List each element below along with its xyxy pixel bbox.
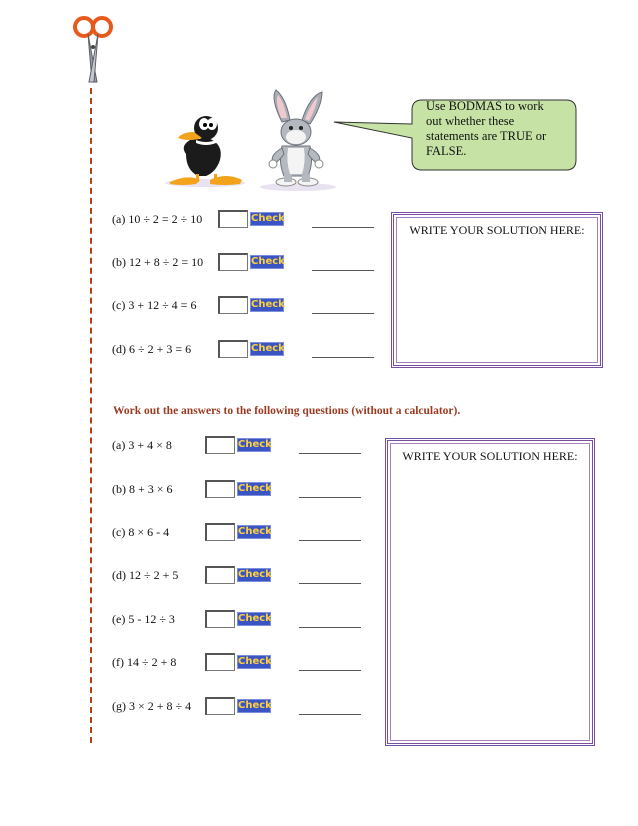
result-line [299,540,361,541]
result-line [299,627,361,628]
answer-input[interactable] [205,697,235,715]
result-line [312,313,374,314]
question-label: (f) 14 ÷ 2 + 8 [112,655,177,669]
check-button[interactable]: Check [238,613,272,624]
check-button[interactable]: Check [238,569,272,580]
check-button[interactable]: Check [251,256,285,267]
answer-input[interactable] [218,340,248,358]
solution-title: WRITE YOUR SOLUTION HERE: [409,223,585,237]
question-label: (g) 3 × 2 + 8 ÷ 4 [112,699,192,713]
check-button[interactable]: Check [238,483,272,494]
check-button[interactable]: Check [238,656,272,667]
result-line [299,497,361,498]
result-line [299,453,361,454]
solution-box-calculations[interactable] [385,438,595,746]
answer-input[interactable] [205,436,235,454]
check-button[interactable]: Check [238,526,272,537]
question-label: (e) 5 - 12 ÷ 3 [112,612,175,626]
bubble-text: Use BODMAS to work out whether these statements are TRUE or FALSE. [426,99,547,158]
solution-title: WRITE YOUR SOLUTION HERE: [402,449,578,463]
question-label: (d) 12 ÷ 2 + 5 [112,568,179,582]
solution-box-frame [396,217,598,363]
scissors-icon [70,14,116,86]
question-label: (c) 8 × 6 - 4 [112,525,170,539]
result-line [299,670,361,671]
answer-input[interactable] [205,610,235,628]
result-line [299,714,361,715]
question-label: (b) 8 + 3 × 6 [112,482,173,496]
cut-line [90,88,92,743]
duck-illustration [160,110,248,190]
question-label: (d) 6 ÷ 2 + 3 = 6 [112,342,192,356]
answer-input[interactable] [205,653,235,671]
result-line [299,583,361,584]
question-label: (c) 3 + 12 ÷ 4 = 6 [112,298,197,312]
result-line [312,227,374,228]
result-line [312,270,374,271]
answer-input[interactable] [205,480,235,498]
answer-input[interactable] [218,210,248,228]
section-heading: Work out the answers to the following questions (without a calculator). [113,405,461,417]
check-button[interactable]: Check [251,299,285,310]
solution-box-frame [390,443,590,741]
answer-input[interactable] [205,523,235,541]
check-button[interactable]: Check [251,213,285,224]
check-button[interactable]: Check [238,700,272,711]
check-button[interactable]: Check [251,343,285,354]
answer-input[interactable] [218,296,248,314]
question-label: (a) 3 + 4 × 8 [112,438,172,452]
question-label: (b) 12 + 8 ÷ 2 = 10 [112,255,204,269]
solution-box-true-false[interactable] [391,212,603,368]
answer-input[interactable] [218,253,248,271]
check-button[interactable]: Check [238,439,272,450]
question-label: (a) 10 ÷ 2 = 2 ÷ 10 [112,212,203,226]
answer-input[interactable] [205,566,235,584]
result-line [312,357,374,358]
